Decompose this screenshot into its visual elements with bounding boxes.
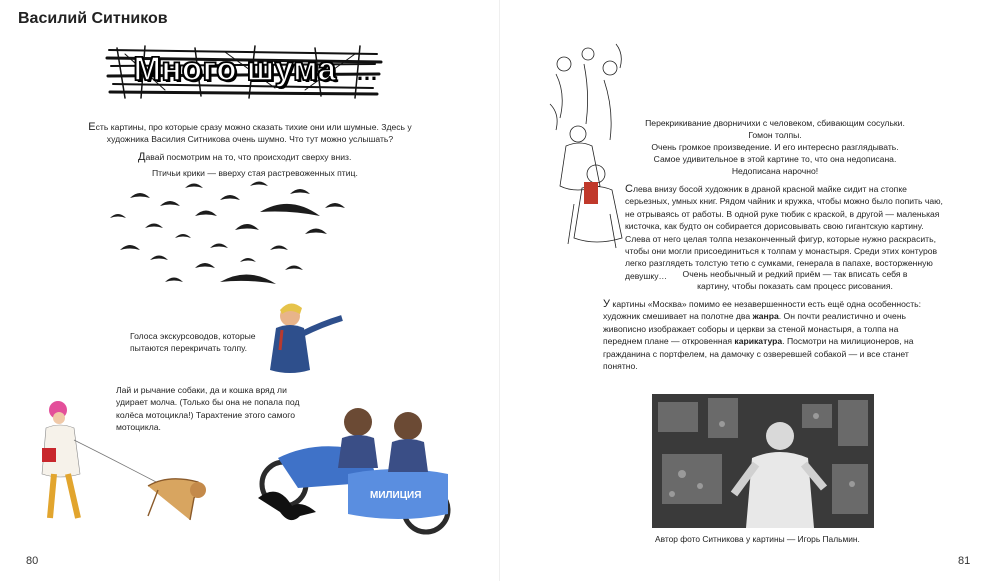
unfinished-caption: Самое удивительное в этой картине то, что она недописана.: [653, 154, 897, 164]
photo-caption: Автор фото Ситникова у картины — Игорь Пальмин.: [655, 534, 860, 544]
page-number-right: 81: [958, 555, 971, 567]
moscow-text-pre: У картины «Москва» помимо ее незавершенности есть ещё одна особенность: художник смешивает на полотне два: [603, 298, 921, 322]
caricature-term: карикатура: [734, 336, 783, 347]
artist-photo-image: [652, 394, 874, 528]
crowd-sketch-illustration: [544, 24, 636, 256]
crowd-caption: Гомон толпы.: [748, 130, 802, 140]
title-ellipsis: …: [356, 60, 377, 85]
onpurpose-caption: Недописана нарочно!: [731, 166, 819, 176]
sidecar-label: МИЛИЦИЯ: [370, 490, 422, 501]
dogs-caption: Лай и рычание собаки, да и кошка вряд ли удирает молча. (Только бы она не попала под колёса мотоцикла!) Тарахтение этого самого мотоцикла.: [116, 385, 300, 433]
artist-photo: [652, 394, 874, 528]
janitors-caption: Перекрикивание дворничихи с человеком, сбивающим сосульки.: [645, 118, 905, 128]
artist-paragraph: Слева внизу босой художник в драной красной майке сидит на стопке серьезных, умных книг. Рядом чайник и кружка, чтобы можно было попить чаю, не отрываясь от работы. В одной руке тюбик с краской, в другой — маленькая кисточка, как будто он собирается дорисовывать свою гигантскую картину. Слева от него целая толпа незаконченный фигур, которые нужно раскрасить, чтобы они могли присоединиться к толпам у монастыря. Среди этих контуров легко разглядеть толстую тетю с сумками, генерала в папахе, восторженную девушку…: [625, 183, 943, 281]
moscow-text-post: . Посмотри на милиционеров, на гражданина с портфелем, на дамочку с озверевшей собакой — и все станет понятно.: [603, 336, 914, 372]
birds-flock-illustration: [100, 178, 360, 308]
moscow-paragraph: [603, 298, 928, 372]
tour-guide-illustration: [268, 300, 346, 382]
technique-caption: Очень необычный и редкий приём — так вписать себя в картину, чтобы показать сам процесс рисования.: [682, 269, 908, 292]
title-banner: [105, 44, 383, 100]
moscow-text-mid: . Он почти реалистично и очень живописно изображает соборы и церкви за стеной монастыря, а толпа на переднем плане — откровенная: [603, 311, 907, 347]
page-title: Много шума: [133, 50, 337, 87]
loud-caption: Очень громкое произведение. И его интересно разглядывать.: [651, 142, 899, 152]
intro-paragraph: Есть картины, про которые сразу можно сказать тихие они или шумные. Здесь у художника Василия Ситникова очень шумно. Что тут можно услышать?: [88, 121, 412, 145]
police-motorcycle-illustration: [248, 398, 470, 544]
guides-caption: Голоса экскурсоводов, которые пытаются перекричать толпу.: [130, 331, 256, 354]
genre-term: жанра: [752, 311, 779, 322]
woman-walking-dog-illustration: [28, 396, 218, 536]
page-number-left: 80: [26, 555, 39, 567]
look-paragraph: Давай посмотрим на то, что происходит сверху вниз.: [138, 151, 352, 163]
right-page: [500, 0, 1000, 581]
author-name: Василий Ситников: [18, 10, 168, 27]
birds-caption: Птичьи крики — вверху стая растревоженных птиц.: [152, 168, 358, 178]
